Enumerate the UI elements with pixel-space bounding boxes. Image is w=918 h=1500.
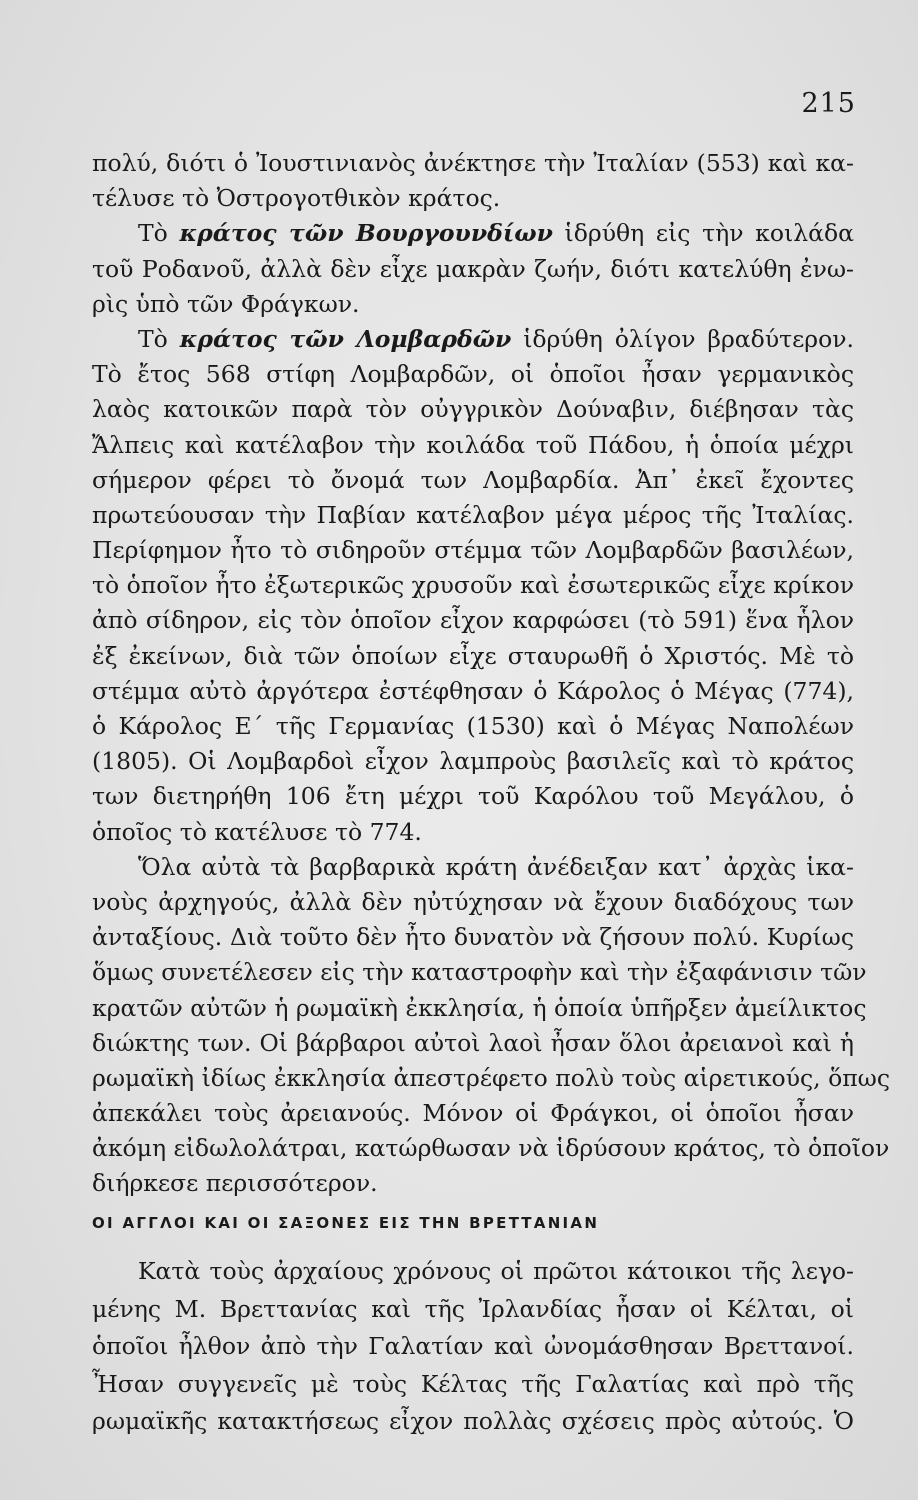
text-line: [92, 252, 854, 287]
text-line: [92, 216, 854, 251]
text-line: [92, 744, 854, 779]
text-line: [92, 639, 854, 674]
text-run: ὁ Κάρολος Ε΄ τῆς Γερμανίας (1530) καὶ ὁ Μέγας Ναπολέων: [92, 712, 854, 740]
text-run: κρατῶν αὐτῶν ἡ ρωμαϊκὴ ἐκκλησία, ἡ ὁποία ὑπῆρξεν ἀμείλικτος: [92, 993, 867, 1022]
text-line: [92, 463, 854, 498]
text-line: [92, 568, 854, 603]
text-line: [92, 498, 854, 533]
section-body-text: [92, 1253, 854, 1441]
text-run: (1805). Οἱ Λομβαρδοὶ εἶχον λαμπροὺς βασιλεῖς καὶ τὸ κράτος: [92, 747, 854, 776]
text-line: [92, 428, 854, 463]
text-run: σήμερον φέρει τὸ ὄνομά των Λομβαρδία. Ἀπ᾽ ἐκεῖ ἔχοντες: [92, 465, 854, 494]
text-run: ὅμως συνετέλεσεν εἰς τὴν καταστροφὴν καὶ τὴν ἐξαφάνισιν τῶν: [92, 958, 867, 987]
text-run: διώκτης των. Οἱ βάρβαροι αὐτοὶ λαοὶ ἦσαν ὅλοι ἀρειανοὶ καὶ ἡ: [92, 1028, 854, 1057]
text-run: ὁποῖος τὸ κατέλυσε τὸ 774.: [92, 817, 422, 846]
text-line: ρωμαϊκῆς κατακτήσεως εἶχον πολλὰς σχέσεις πρὸς αὐτούς. Ὁ: [92, 1407, 854, 1435]
text-line: μένης Μ. Βρεττανίας καὶ τῆς Ἰρλανδίας ἦσαν οἱ Κέλται, οἱ: [92, 1294, 854, 1323]
text-run: Περίφημον ἦτο τὸ σιδηροῦν στέμμα τῶν Λομβαρδῶν βασιλέων,: [92, 536, 854, 565]
text-run: τὸ ὁποῖον ἦτο ἐξωτερικῶς χρυσοῦν καὶ ἐσωτερικῶς εἶχε κρίκον: [92, 571, 855, 600]
text-line: [92, 1131, 890, 1166]
section-heading: ΟΙ ΑΓΓΛΟΙ ΚΑΙ ΟΙ ΣΑΞΟΝΕΣ ΕΙΣ ΤΗΝ ΒΡΕΤΤΑΝΙΑΝ: [92, 1214, 600, 1232]
text-line: [92, 709, 854, 744]
text-line: [92, 392, 854, 427]
text-run: πρωτεύουσαν τὴν Παβίαν κατέλαβον μέγα μέρος τῆς Ἰταλίας.: [92, 500, 854, 529]
text-run: Τὸ: [138, 219, 180, 248]
text-line: [92, 322, 854, 357]
text-run: τοῦ Ροδανοῦ, ἀλλὰ δὲν εἶχε μακρὰν ζωήν, διότι κατελύθη ἐνω-: [92, 254, 854, 283]
text-line: [92, 533, 854, 568]
text-run: Ἄλπεις καὶ κατέλαβον τὴν κοιλάδα τοῦ Πάδου, ἡ ὁποία μέχρι: [92, 430, 854, 459]
text-line: [92, 1096, 854, 1131]
text-run: ἐξ ἐκείνων, διὰ τῶν ὁποίων εἶχε σταυρωθῆ ὁ Χριστός. Μὲ τὸ: [92, 641, 854, 670]
text-line: [92, 181, 854, 216]
text-line: [92, 287, 854, 322]
text-run: λαὸς κατοικῶν παρὰ τὸν οὐγγρικὸν Δούναβιν, διέβησαν τὰς: [92, 395, 854, 424]
text-run: των διετηρήθη 106 ἔτη μέχρι τοῦ Καρόλου τοῦ Μεγάλου, ὁ: [92, 782, 854, 811]
text-line: [92, 991, 867, 1026]
text-run: στέμμα αὐτὸ ἀργότερα ἐστέφθησαν ὁ Κάρολος ὁ Μέγας (774),: [92, 676, 854, 705]
text-line: [92, 1026, 854, 1061]
text-line: [92, 779, 854, 814]
emphasized-term: κράτος τῶν Λομβαρδῶν: [179, 324, 512, 353]
text-line: [92, 146, 854, 181]
text-line: [92, 815, 854, 850]
text-line: [92, 674, 854, 709]
text-line: [92, 885, 854, 920]
text-run: ἱδρύθη ὀλίγον βραδύτερον.: [511, 324, 854, 353]
text-run: τέλυσε τὸ Ὀστρογοτθικὸν κράτος.: [92, 184, 501, 213]
text-run: ἀπεκάλει τοὺς ἀρειανούς. Μόνον οἱ Φράγκοι, οἱ ὁποῖοι ἦσαν: [92, 1099, 854, 1128]
text-run: ρὶς ὑπὸ τῶν Φράγκων.: [92, 289, 360, 318]
text-run: Τὸ ἔτος 568 στίφη Λομβαρδῶν, οἱ ὁποῖοι ἦσαν γερμανικὸς: [92, 360, 854, 389]
text-line: [92, 1061, 891, 1096]
text-run: ἀκόμη εἰδωλολάτραι, κατώρθωσαν νὰ ἱδρύσουν κράτος, τὸ ὁποῖον: [92, 1134, 890, 1163]
text-line: [92, 1166, 854, 1201]
page-number: 215: [801, 88, 856, 119]
text-run: διήρκεσε περισσότερον.: [92, 1169, 378, 1198]
body-text: [92, 146, 891, 1202]
text-line: [92, 603, 854, 638]
text-line: [92, 357, 854, 392]
text-line: Ἦσαν συγγενεῖς μὲ τοὺς Κέλτας τῆς Γαλατίας καὶ πρὸ τῆς: [92, 1369, 854, 1398]
text-line: ὁποῖοι ἦλθον ἀπὸ τὴν Γαλατίαν καὶ ὠνομάσθησαν Βρεττανοί.: [92, 1332, 854, 1360]
emphasized-term: κράτος τῶν Βουργουνδίων: [179, 219, 553, 248]
text-run: πολύ, διότι ὁ Ἰουστινιανὸς ἀνέκτησε τὴν Ἰταλίαν (553) καὶ κα-: [92, 149, 854, 177]
text-run: ρωμαϊκὴ ἰδίως ἐκκλησία ἀπεστρέφετο πολὺ τοὺς αἱρετικούς, ὅπως: [92, 1063, 891, 1092]
text-run: ἀνταξίους. Διὰ τοῦτο δὲν ἦτο δυνατὸν νὰ ζήσουν πολύ. Κυρίως: [92, 923, 854, 952]
text-line: [92, 920, 854, 955]
text-run: ἱδρύθη εἰς τὴν κοιλάδα: [552, 219, 854, 248]
text-line: [92, 850, 854, 885]
text-line: Κατὰ τοὺς ἀρχαίους χρόνους οἱ πρῶτοι κάτοικοι τῆς λεγο-: [138, 1257, 854, 1285]
text-run: νοὺς ἀρχηγούς, ἀλλὰ δὲν ηὐτύχησαν νὰ ἔχουν διαδόχους των: [92, 887, 854, 916]
text-run: ἀπὸ σίδηρον, εἰς τὸν ὁποῖον εἶχον καρφώσει (τὸ 591) ἕνα ἧλον: [92, 606, 854, 635]
text-line: [92, 955, 867, 990]
text-run: Τὸ: [138, 324, 180, 353]
text-run: Ὅλα αὐτὰ τὰ βαρβαρικὰ κράτη ἀνέδειξαν κατ᾽ ἀρχὰς ἱκα-: [138, 852, 854, 881]
